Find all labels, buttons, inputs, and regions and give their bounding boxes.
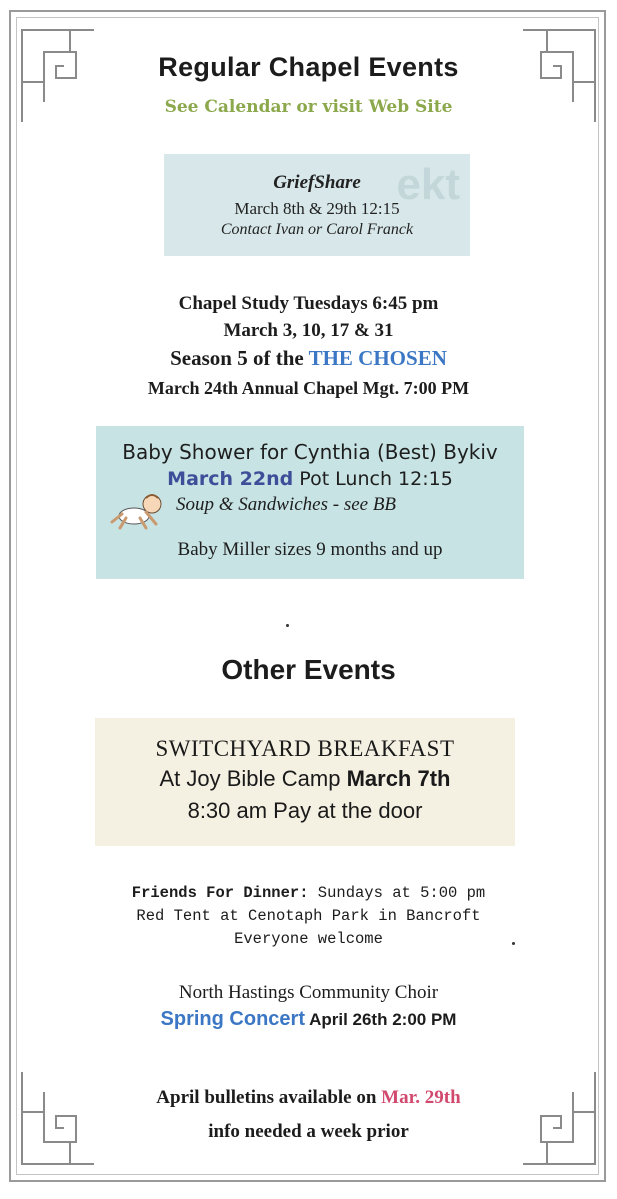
bulletins-text: April bulletins available on — [156, 1087, 382, 1108]
study-line-1: Chapel Study Tuesdays 6:45 pm — [178, 293, 439, 314]
bulletins-date: Mar. 29th — [381, 1087, 461, 1108]
dinner-label: Friends For Dinner: — [131, 884, 309, 902]
dinner-welcome: Everyone welcome — [234, 930, 383, 948]
study-season-text: Season 5 of the — [170, 346, 309, 370]
switchyard-panel — [95, 718, 515, 846]
switchyard-location: At Joy Bible Camp — [159, 766, 347, 791]
switchyard-title: SWITCHYARD BREAKFAST — [155, 736, 455, 761]
footer-line-2: info needed a week prior — [208, 1121, 409, 1142]
study-line-4: March 24th Annual Chapel Mgt. 7:00 PM — [147, 378, 470, 398]
stray-dot-2 — [512, 942, 515, 945]
study-line-2: March 3, 10, 17 & 31 — [223, 320, 394, 341]
dinner-place: Red Tent at Cenotaph Park in Bancroft — [136, 907, 481, 925]
other-events-title: Other Events — [221, 654, 396, 685]
switchyard-location-line — [95, 766, 515, 792]
page-title: Regular Chapel Events — [158, 52, 459, 82]
baby-shower-registry: Baby Miller sizes 9 months and up — [177, 539, 443, 560]
griefshare-title: GriefShare — [273, 172, 361, 193]
griefshare-dates: March 8th & 29th 12:15 — [234, 199, 400, 218]
baby-shower-title: Baby Shower for Cynthia (Best) Bykiv — [122, 440, 498, 464]
griefshare-panel — [164, 154, 470, 256]
baby-shower-date: March 22nd — [167, 468, 294, 490]
choir-name: North Hastings Community Choir — [178, 982, 439, 1003]
switchyard-time: 8:30 am Pay at the door — [187, 798, 423, 823]
baby-shower-lunch: Pot Lunch 12:15 — [293, 468, 453, 490]
dinner-time: Sundays at 5:00 pm — [308, 884, 486, 902]
choir-concert-line — [0, 1008, 617, 1031]
corner-ornament-bottom-right — [518, 1067, 603, 1172]
griefshare-contact: Contact Ivan or Carol Franck — [220, 221, 414, 238]
dinner-line-1 — [0, 884, 617, 902]
page-subtitle: See Calendar or visit Web Site — [164, 97, 453, 117]
crawling-baby-icon — [110, 492, 166, 532]
switchyard-date: March 7th — [346, 766, 451, 791]
concert-date: April 26th 2:00 PM — [304, 1010, 457, 1029]
study-line-3 — [0, 346, 617, 371]
the-chosen-highlight: THE CHOSEN — [308, 346, 447, 370]
baby-shower-panel — [96, 426, 524, 579]
spring-concert: Spring Concert — [160, 1008, 305, 1030]
baby-shower-food: Soup & Sandwiches - see BB — [176, 494, 397, 515]
stray-dot — [286, 624, 289, 627]
corner-ornament-bottom-left — [14, 1067, 99, 1172]
background-watermark: ekt — [396, 160, 460, 209]
footer-line-1 — [0, 1087, 617, 1109]
baby-shower-lunch-line — [96, 468, 524, 490]
